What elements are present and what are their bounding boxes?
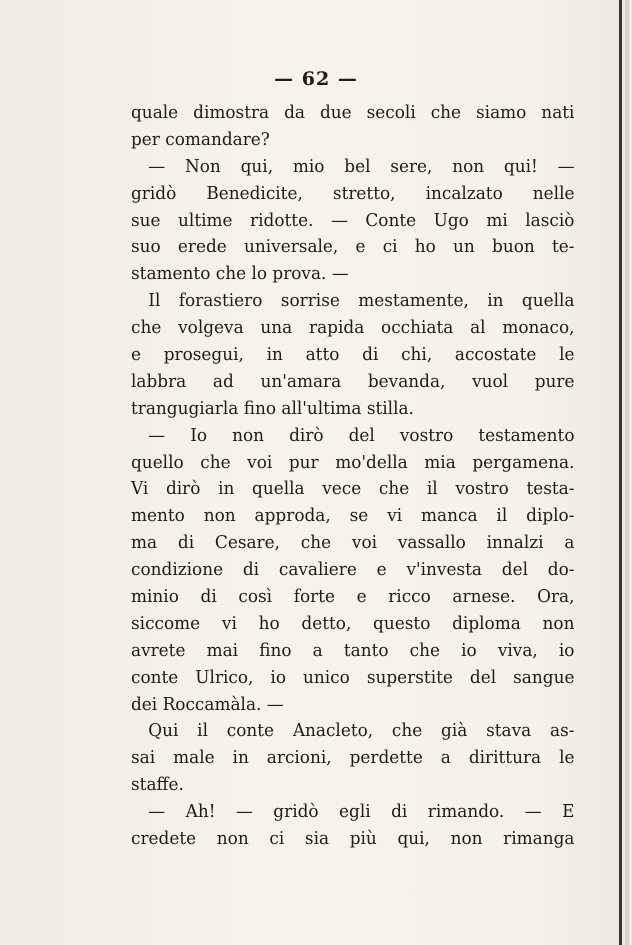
text-line: gridò Benedicite, stretto, incalzato nelle: [131, 183, 575, 204]
text-line: stamento che lo prova. —: [131, 264, 349, 285]
text-line: avrete mai fino a tanto che io viva, io: [131, 640, 575, 661]
text-line: sue ultime ridotte. — Conte Ugo mi lasciò: [131, 210, 575, 231]
text-line: — Non qui, mio bel sere, non qui! —: [148, 156, 575, 177]
text-line: conte Ulrico, io unico superstite del sangue: [131, 667, 575, 688]
text-line: — Io non dirò del vostro testamento: [148, 425, 575, 446]
text-line: e prosegui, in atto di chi, accostate le: [131, 345, 575, 366]
text-line: siccome vi ho detto, questo diploma non: [131, 613, 575, 634]
text-line: trangugiarla fino all'ultima stilla.: [131, 398, 414, 419]
page-number: — 62 —: [274, 68, 358, 90]
text-line: labbra ad un'amara bevanda, vuol pure: [131, 371, 575, 392]
text-line: mento non approda, se vi manca il diplo-: [131, 506, 575, 527]
text-line: quello che voi pur mo'della mia pergamena.: [131, 452, 575, 473]
page-edge: [625, 0, 629, 945]
text-line: quale dimostra da due secoli che siamo nati: [131, 103, 575, 123]
text-line: Qui il conte Anacleto, che già stava as-: [148, 721, 575, 742]
text-line: che volgeva una rapida occhiata al monaco,: [131, 318, 575, 339]
text-line: minio di così forte e ricco arnese. Ora,: [131, 587, 575, 608]
text-line: sai male in arcioni, perdette a dirittura le: [131, 748, 575, 769]
text-line: — Ah! — gridò egli di rimando. — E: [148, 802, 575, 823]
text-line: Vi dirò in quella vece che il vostro testa-: [131, 479, 575, 500]
text-line: credete non ci sia più qui, non rimanga: [131, 829, 575, 850]
text-line: ma di Cesare, che voi vassallo innalzi a: [131, 533, 575, 554]
text-line: staffe.: [131, 775, 184, 796]
text-line: suo erede universale, e ci ho un buon te-: [131, 237, 575, 258]
body-text: [131, 100, 575, 853]
text-line: Il forastiero sorrise mestamente, in quella: [148, 291, 575, 312]
book-spine: [619, 0, 622, 945]
text-line: dei Roccamàla. —: [131, 694, 284, 715]
text-line: per comandare?: [131, 129, 270, 150]
text-line: condizione di cavaliere e v'investa del do-: [131, 560, 575, 581]
